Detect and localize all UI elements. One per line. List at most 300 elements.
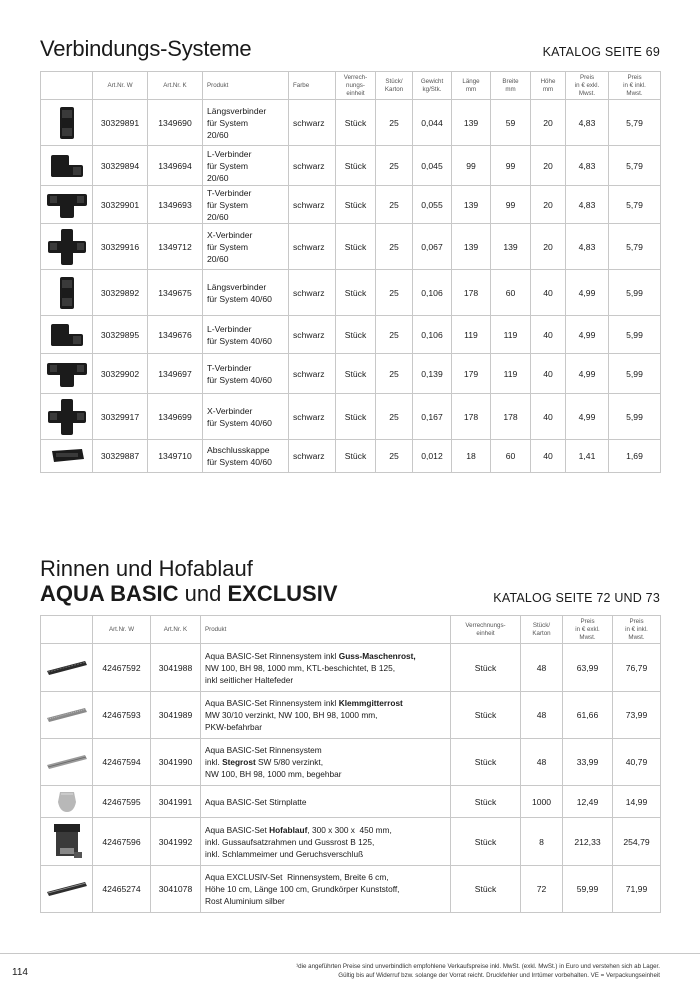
column-header-line: Karton <box>532 629 551 637</box>
footer-line2: Gültig bis auf Widerruf bzw. solange der Vorrat reicht. Druckfehler und Irrtümer vorbehalten. VE = Verpackungseinheit <box>338 972 660 979</box>
rinne-guss-icon <box>41 657 92 679</box>
x-verbinder-icon <box>41 398 92 436</box>
article-number-k: 3041989 <box>151 692 201 739</box>
column-header-line: Länge <box>462 77 480 85</box>
column-header-line: Verrechnungs- <box>465 621 506 629</box>
article-number-w: 30329891 <box>93 100 148 146</box>
footer-note <box>200 962 660 980</box>
color: schwarz <box>289 270 336 316</box>
product-name-line: T-Verbinder <box>207 187 252 198</box>
column-header-line: Art.Nr. W <box>108 625 135 633</box>
drainage-table <box>40 615 661 913</box>
product-name-line: Längsverbinder <box>207 281 267 292</box>
column-header <box>151 616 201 644</box>
article-number-w: 42465274 <box>93 866 151 913</box>
footer-line1: ¹die angeführten Preise sind unverbindlich empfohlene Verkaufspreise inkl. MwSt. (exkl. MwSt.) in Euro und verstehen sich ab Lager. <box>296 963 660 970</box>
column-header <box>336 72 376 100</box>
per-carton: 25 <box>376 224 413 270</box>
product-description-line <box>205 871 450 883</box>
price-incl: 5,79 <box>609 146 661 186</box>
length: 99 <box>452 146 491 186</box>
height: 20 <box>531 186 566 224</box>
product-name-line: 20/60 <box>207 172 229 183</box>
column-header-line: Farbe <box>293 81 310 89</box>
column-header-line: Art.Nr. K <box>163 625 188 633</box>
rinne-steg-icon <box>41 751 92 773</box>
unit: Stück <box>451 739 521 786</box>
column-header-line: Preis <box>579 73 595 81</box>
product-text: inkl. <box>205 757 223 767</box>
column-header-line: Breite <box>502 77 519 85</box>
product-name-line: L-Verbinder <box>207 148 252 159</box>
length: 178 <box>452 394 491 440</box>
product-name <box>203 186 289 224</box>
price-excl: 4,99 <box>566 270 609 316</box>
product-description-line <box>205 650 450 662</box>
product-name <box>203 270 289 316</box>
product-name-line: für System 40/60 <box>207 335 272 346</box>
product-description-line: Höhe 10 cm, Länge 100 cm, Grundkörper Kunststoff, <box>205 884 400 894</box>
article-number-w: 30329894 <box>93 146 148 186</box>
article-number-k: 1349675 <box>148 270 203 316</box>
product-image-cell <box>41 644 93 692</box>
per-carton: 25 <box>376 146 413 186</box>
column-header-line: in € inkl. <box>625 625 648 633</box>
article-number-k: 3041078 <box>151 866 201 913</box>
product-description <box>201 739 451 786</box>
product-text: Aqua BASIC-Set <box>205 824 270 835</box>
product-description-line: NW 100, BH 98, 1000 mm, KTL-beschichtet, B 125, <box>205 662 395 673</box>
product-name-line: für System 40/60 <box>207 417 272 428</box>
article-number-w: 30329916 <box>93 224 148 270</box>
product-name-line: für System <box>207 117 249 128</box>
column-header-line: Art.Nr. K <box>163 81 187 89</box>
article-number-k: 1349694 <box>148 146 203 186</box>
weight: 0,055 <box>413 186 452 224</box>
price-incl: 5,79 <box>609 224 661 270</box>
product-name <box>203 224 289 270</box>
price-excl: 33,99 <box>563 739 613 786</box>
article-number-w: 42467596 <box>93 818 151 866</box>
article-number-w: 42467595 <box>93 786 151 818</box>
product-image-cell <box>41 224 93 270</box>
per-carton: 48 <box>521 692 563 739</box>
table-row <box>41 270 661 316</box>
price-incl: 5,79 <box>609 186 661 224</box>
column-header-line: in € exkl. <box>575 625 600 633</box>
product-name-line: X-Verbinder <box>207 405 253 416</box>
article-number-w: 42467594 <box>93 739 151 786</box>
product-image-cell <box>41 100 93 146</box>
table-row <box>41 440 661 473</box>
column-header <box>613 616 661 644</box>
product-description-line: MW 30/10 verzinkt, NW 100, BH 98, 1000 mm, <box>205 710 378 720</box>
product-description-line: inkl. Gussaufsatzrahmen und Gussrost B 125, <box>205 836 375 847</box>
rinne-exclusiv-icon <box>41 878 92 900</box>
table-row <box>41 186 661 224</box>
column-header-line: Produkt <box>207 81 229 89</box>
table-row <box>41 818 661 866</box>
column-header-line: Karton <box>384 85 404 93</box>
product-text: Aqua BASIC-Set Rinnensystem inkl <box>205 650 339 661</box>
length: 119 <box>452 316 491 354</box>
price-incl: 71,99 <box>613 866 661 913</box>
width: 59 <box>491 100 531 146</box>
product-text: SW 5/80 verzinkt, <box>255 757 324 767</box>
product-name <box>203 394 289 440</box>
unit: Stück <box>336 146 376 186</box>
per-carton: 48 <box>521 644 563 692</box>
width: 178 <box>491 394 531 440</box>
unit: Stück <box>336 100 376 146</box>
product-name-line: für System <box>207 199 249 210</box>
table-row <box>41 786 661 818</box>
width: 119 <box>491 354 531 394</box>
product-description <box>201 866 451 913</box>
column-header-line: einheit <box>476 629 495 637</box>
weight: 0,044 <box>413 100 452 146</box>
weight: 0,106 <box>413 270 452 316</box>
per-carton: 48 <box>521 739 563 786</box>
unit: Stück <box>336 270 376 316</box>
price-incl: 40,79 <box>613 739 661 786</box>
product-description-line: inkl. Schlammeimer und Geruchsverschluß <box>205 848 364 859</box>
price-excl: 212,33 <box>563 818 613 866</box>
product-name-line: Längsverbinder <box>207 105 267 116</box>
length: 139 <box>452 224 491 270</box>
product-text: Aqua BASIC-Set Rinnensystem <box>205 745 322 755</box>
t-verbinder-icon <box>41 359 92 389</box>
product-name-line: T-Verbinder <box>207 362 252 373</box>
per-carton: 25 <box>376 394 413 440</box>
width: 60 <box>491 270 531 316</box>
table-row <box>41 692 661 739</box>
price-excl: 61,66 <box>563 692 613 739</box>
product-name-line: für System <box>207 241 249 252</box>
product-description-line <box>205 824 450 836</box>
price-incl: 73,99 <box>613 692 661 739</box>
weight: 0,139 <box>413 354 452 394</box>
article-number-k: 1349676 <box>148 316 203 354</box>
column-header-line: Produkt <box>205 625 227 633</box>
weight: 0,045 <box>413 146 452 186</box>
product-description <box>201 786 451 818</box>
product-name-line: für System 40/60 <box>207 457 272 467</box>
price-excl: 4,99 <box>566 394 609 440</box>
product-highlight: Guss-Maschenrost, <box>338 650 416 661</box>
product-highlight: Klemmgitterrost <box>338 698 403 708</box>
price-excl: 63,99 <box>563 644 613 692</box>
price-incl: 5,99 <box>609 316 661 354</box>
height: 40 <box>531 316 566 354</box>
column-header-line: Preis <box>629 617 644 625</box>
unit: Stück <box>451 786 521 818</box>
image-header <box>41 72 93 100</box>
column-header-line: Mwst. <box>578 89 596 97</box>
color: schwarz <box>289 146 336 186</box>
product-name-line: 20/60 <box>207 253 229 264</box>
product-name-line: X-Verbinder <box>207 229 253 240</box>
table-row <box>41 100 661 146</box>
unit: Stück <box>336 394 376 440</box>
table-row <box>41 146 661 186</box>
section1-title: Verbindungs-Systeme <box>40 36 252 61</box>
column-header <box>531 72 566 100</box>
product-name <box>203 354 289 394</box>
price-excl: 4,99 <box>566 316 609 354</box>
product-image-cell <box>41 316 93 354</box>
section2-title-bold1: AQUA BASIC <box>40 581 179 606</box>
section2-title <box>40 556 338 607</box>
unit: Stück <box>451 818 521 866</box>
per-carton: 1000 <box>521 786 563 818</box>
length: 178 <box>452 270 491 316</box>
connector-table <box>40 71 661 473</box>
column-header <box>289 72 336 100</box>
width: 119 <box>491 316 531 354</box>
table-row <box>41 316 661 354</box>
article-number-k: 3041992 <box>151 818 201 866</box>
column-header-line: nungs- <box>346 81 365 89</box>
height: 20 <box>531 146 566 186</box>
height: 40 <box>531 394 566 440</box>
column-header <box>93 616 151 644</box>
article-number-w: 30329917 <box>93 394 148 440</box>
section2-catalog-ref: KATALOG SEITE 72 UND 73 <box>493 591 660 605</box>
product-image-cell <box>41 692 93 739</box>
article-number-w: 30329892 <box>93 270 148 316</box>
product-text: , 300 x 300 x 450 mm, <box>307 824 392 835</box>
unit: Stück <box>336 316 376 354</box>
x-verbinder-icon <box>41 228 92 266</box>
product-description-line: PKW-befahrbar <box>205 722 263 732</box>
column-header <box>491 72 531 100</box>
column-header <box>201 616 451 644</box>
price-incl: 5,79 <box>609 100 661 146</box>
product-name <box>203 100 289 146</box>
column-header-line: Mwst. <box>628 633 645 641</box>
stirnplatte-icon <box>41 788 92 816</box>
product-name-line: für System 40/60 <box>207 293 272 304</box>
product-description-line <box>205 756 450 768</box>
article-number-k: 1349690 <box>148 100 203 146</box>
section2-title-bold2: EXCLUSIV <box>227 581 338 606</box>
weight: 0,167 <box>413 394 452 440</box>
page-number: 114 <box>12 967 28 978</box>
column-header-line: kg/Stk. <box>422 85 442 93</box>
column-header-line: Gewicht <box>420 77 444 85</box>
article-number-w: 42467593 <box>93 692 151 739</box>
height: 40 <box>531 440 566 473</box>
column-header <box>376 72 413 100</box>
product-description <box>201 692 451 739</box>
column-header-line: Mwst. <box>626 89 643 97</box>
article-number-k: 1349697 <box>148 354 203 394</box>
column-header-line: mm <box>465 85 477 93</box>
product-description-line: inkl seitlicher Haltefeder <box>205 674 294 685</box>
article-number-k: 1349699 <box>148 394 203 440</box>
hofablauf-icon <box>41 822 92 862</box>
product-description-line <box>205 796 450 808</box>
l-verbinder-icon <box>41 320 92 350</box>
article-number-w: 30329901 <box>93 186 148 224</box>
column-header <box>413 72 452 100</box>
product-name-line: für System <box>207 160 249 171</box>
length: 139 <box>452 186 491 224</box>
product-name <box>203 146 289 186</box>
width: 99 <box>491 146 531 186</box>
product-image-cell <box>41 354 93 394</box>
article-number-k: 1349710 <box>148 440 203 473</box>
l-verbinder-icon <box>41 151 92 181</box>
height: 40 <box>531 270 566 316</box>
length: 18 <box>452 440 491 473</box>
product-description-line: NW 100, BH 98, 1000 mm, begehbar <box>205 769 342 779</box>
table-row <box>41 644 661 692</box>
per-carton: 25 <box>376 316 413 354</box>
product-description-line: Rost Aluminium silber <box>205 896 285 906</box>
per-carton: 25 <box>376 186 413 224</box>
column-header <box>609 72 661 100</box>
column-header <box>148 72 203 100</box>
per-carton: 25 <box>376 270 413 316</box>
price-excl: 4,83 <box>566 146 609 186</box>
column-header-line: mm <box>542 85 554 93</box>
column-header <box>451 616 521 644</box>
price-excl: 4,83 <box>566 224 609 270</box>
height: 20 <box>531 100 566 146</box>
table-row <box>41 394 661 440</box>
per-carton: 25 <box>376 354 413 394</box>
product-description <box>201 818 451 866</box>
section2-title-line1: Rinnen und Hofablauf <box>40 556 253 581</box>
price-excl: 4,99 <box>566 354 609 394</box>
product-highlight: Hofablauf <box>269 824 308 835</box>
price-excl: 59,99 <box>563 866 613 913</box>
price-excl: 4,83 <box>566 186 609 224</box>
column-header-line: Preis <box>627 73 642 81</box>
unit: Stück <box>336 354 376 394</box>
rinne-klemm-icon <box>41 704 92 726</box>
product-image-cell <box>41 146 93 186</box>
width: 60 <box>491 440 531 473</box>
article-number-k: 3041991 <box>151 786 201 818</box>
per-carton: 25 <box>376 100 413 146</box>
column-header-line: einheit <box>346 89 365 97</box>
color: schwarz <box>289 100 336 146</box>
article-number-k: 3041990 <box>151 739 201 786</box>
column-header <box>566 72 609 100</box>
table-row <box>41 739 661 786</box>
article-number-w: 42467592 <box>93 644 151 692</box>
table-row <box>41 866 661 913</box>
product-image-cell <box>41 186 93 224</box>
column-header-line: Preis <box>580 617 595 625</box>
article-number-k: 1349712 <box>148 224 203 270</box>
color: schwarz <box>289 224 336 270</box>
height: 40 <box>531 354 566 394</box>
column-header-line: Art.Nr. W <box>107 81 133 89</box>
footer-divider <box>0 953 700 954</box>
section2-title-mid: und <box>178 581 228 606</box>
price-incl: 1,69 <box>609 440 661 473</box>
product-image-cell <box>41 866 93 913</box>
product-name <box>203 440 289 473</box>
table-row <box>41 224 661 270</box>
height: 20 <box>531 224 566 270</box>
product-description <box>201 644 451 692</box>
column-header-line: Stück/ <box>532 621 551 629</box>
t-verbinder-icon <box>41 190 92 220</box>
product-image-cell <box>41 818 93 866</box>
product-image-cell <box>41 270 93 316</box>
table-row <box>41 354 661 394</box>
width: 99 <box>491 186 531 224</box>
abschlusskappe-icon <box>41 445 92 467</box>
column-header-line: in € inkl. <box>623 81 646 89</box>
column-header-line: in € exkl. <box>574 81 600 89</box>
unit: Stück <box>451 692 521 739</box>
unit: Stück <box>336 440 376 473</box>
per-carton: 25 <box>376 440 413 473</box>
price-incl: 5,99 <box>609 270 661 316</box>
weight: 0,012 <box>413 440 452 473</box>
product-text: Aqua EXCLUSIV-Set Rinnensystem, Breite 6 cm, <box>205 872 389 882</box>
column-header <box>521 616 563 644</box>
column-header-line: Stück/ <box>385 77 403 85</box>
unit: Stück <box>336 224 376 270</box>
product-image-cell <box>41 394 93 440</box>
article-number-w: 30329895 <box>93 316 148 354</box>
column-header <box>93 72 148 100</box>
color: schwarz <box>289 394 336 440</box>
product-image-cell <box>41 739 93 786</box>
product-image-cell <box>41 786 93 818</box>
price-incl: 76,79 <box>613 644 661 692</box>
color: schwarz <box>289 186 336 224</box>
column-header <box>203 72 289 100</box>
section2-title-line2 <box>40 581 338 607</box>
section1-catalog-ref: KATALOG SEITE 69 <box>542 45 660 59</box>
product-text: Aqua BASIC-Set Stirnplatte <box>205 796 307 807</box>
article-number-k: 3041988 <box>151 644 201 692</box>
weight: 0,067 <box>413 224 452 270</box>
column-header-line: Höhe <box>540 77 556 85</box>
unit: Stück <box>451 866 521 913</box>
column-header-line: Verrech- <box>343 73 368 81</box>
unit: Stück <box>336 186 376 224</box>
color: schwarz <box>289 316 336 354</box>
product-name <box>203 316 289 354</box>
price-excl: 1,41 <box>566 440 609 473</box>
product-description-line <box>205 697 450 709</box>
column-header <box>452 72 491 100</box>
price-incl: 5,99 <box>609 394 661 440</box>
article-number-k: 1349693 <box>148 186 203 224</box>
column-header-line: Mwst. <box>579 633 596 641</box>
price-excl: 4,83 <box>566 100 609 146</box>
column-header <box>563 616 613 644</box>
product-name-line: Abschlusskappe <box>207 445 270 455</box>
length: 179 <box>452 354 491 394</box>
weight: 0,106 <box>413 316 452 354</box>
product-image-cell <box>41 440 93 473</box>
price-incl: 254,79 <box>613 818 661 866</box>
product-name-line: 20/60 <box>207 211 229 222</box>
price-incl: 14,99 <box>613 786 661 818</box>
laengsverbinder-icon <box>41 275 92 311</box>
image-header <box>41 616 93 644</box>
